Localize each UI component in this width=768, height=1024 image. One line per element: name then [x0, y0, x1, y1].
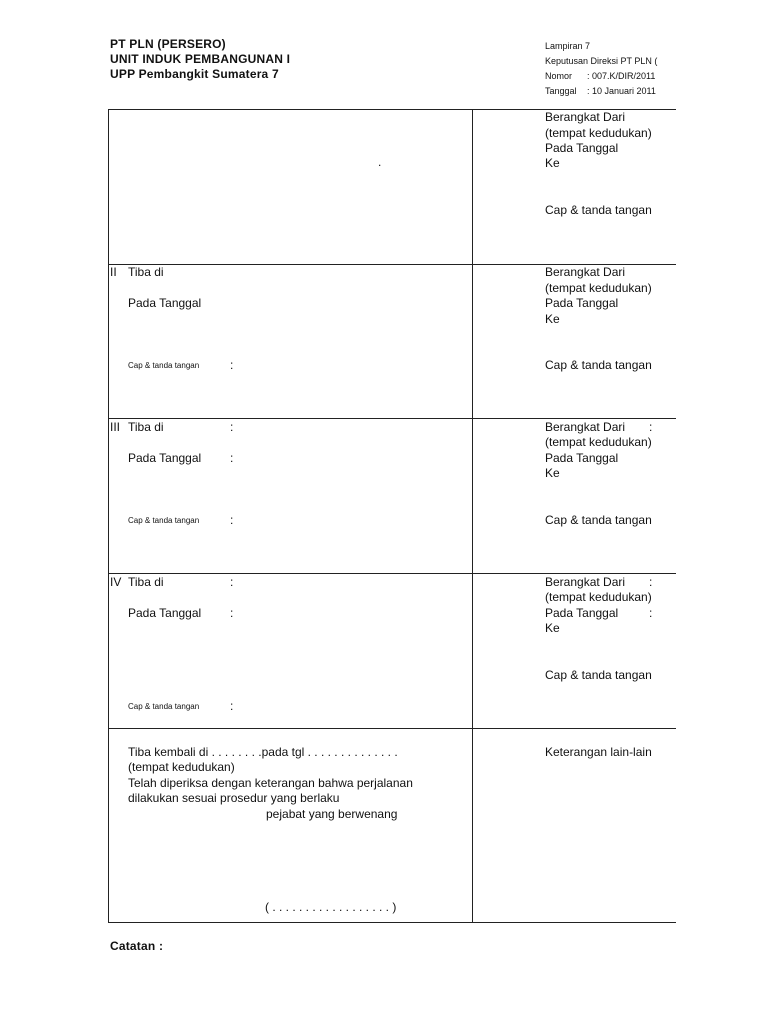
s4-tiba-label: Tiba di	[128, 575, 164, 589]
s3-ke-label: Ke	[545, 466, 560, 480]
s2-ke-label: Ke	[545, 312, 560, 326]
s4-right-pada-tanggal-label: Pada Tanggal	[545, 606, 619, 620]
s4-ke-label: Ke	[545, 621, 560, 635]
s2-roman: II	[110, 265, 117, 279]
s3-tempat-label: (tempat kedudukan)	[545, 435, 652, 449]
s2-right-cap-label: Cap & tanda tangan	[545, 358, 652, 372]
s3-right-pada-tanggal-label: Pada Tanggal	[545, 451, 619, 465]
s3-berangkat-label: Berangkat Dari	[545, 420, 626, 434]
s4-roman: IV	[110, 575, 122, 589]
section1-dot: .	[378, 155, 382, 169]
s1-ke-label: Ke	[545, 156, 560, 170]
s4-pada-colon: :	[230, 606, 234, 620]
s1-pada-tanggal-label: Pada Tanggal	[545, 141, 619, 155]
s2-right-pada-tanggal-label: Pada Tanggal	[545, 296, 619, 310]
row-divider-2	[108, 418, 676, 419]
nomor-value: : 007.K/DIR/2011	[587, 71, 656, 81]
s3-tiba-colon: :	[230, 420, 234, 434]
dilakukan-text: dilakukan sesuai prosedur yang berlaku	[128, 791, 340, 805]
catatan-label: Catatan :	[110, 939, 164, 953]
tiba-kembali-line: Tiba kembali di . . . . . . . .pada tgl . . . . . . . . . . . . . .	[128, 745, 398, 759]
s3-pada-tanggal-label: Pada Tanggal	[128, 451, 202, 465]
nomor-label: Nomor	[545, 71, 573, 81]
s1-cap-label: Cap & tanda tangan	[545, 203, 652, 217]
upp-name: UPP Pembangkit Sumatera 7	[110, 67, 279, 81]
s3-pada-colon: :	[230, 451, 234, 465]
s4-cap-colon: :	[230, 699, 234, 713]
row-divider-3	[108, 573, 676, 574]
s5-tempat-label: (tempat kedudukan)	[128, 760, 235, 774]
tanggal-label: Tanggal	[545, 86, 577, 96]
company-name: PT PLN (PERSERO)	[110, 37, 226, 51]
table-left-border	[108, 109, 109, 923]
s3-tiba-label: Tiba di	[128, 420, 164, 434]
s4-right-pada-colon: :	[649, 606, 653, 620]
signature-placeholder: ( . . . . . . . . . . . . . . . . . . )	[265, 900, 397, 914]
s2-cap-colon: :	[230, 358, 234, 372]
lampiran-label: Lampiran 7	[545, 41, 591, 51]
s3-right-cap-label: Cap & tanda tangan	[545, 513, 652, 527]
keterangan-label: Keterangan lain-lain	[545, 745, 652, 759]
s4-tiba-colon: :	[230, 575, 234, 589]
s2-tempat-label: (tempat kedudukan)	[545, 281, 652, 295]
s3-roman: III	[110, 420, 121, 434]
s4-berangkat-label: Berangkat Dari	[545, 575, 626, 589]
s1-berangkat-label: Berangkat Dari	[545, 110, 626, 124]
pejabat-label: pejabat yang berwenang	[266, 807, 398, 821]
s2-berangkat-label: Berangkat Dari	[545, 265, 626, 279]
s1-tempat-label: (tempat kedudukan)	[545, 126, 652, 140]
tanggal-value: : 10 Januari 2011	[587, 86, 656, 96]
unit-name: UNIT INDUK PEMBANGUNAN I	[110, 52, 291, 66]
s4-right-cap-label: Cap & tanda tangan	[545, 668, 652, 682]
s2-cap-label: Cap & tanda tangan	[128, 361, 200, 370]
s3-cap-colon: :	[230, 513, 234, 527]
keputusan-label: Keputusan Direksi PT PLN (	[545, 56, 658, 66]
s2-pada-tanggal-label: Pada Tanggal	[128, 296, 202, 310]
s4-pada-tanggal-label: Pada Tanggal	[128, 606, 202, 620]
table-bottom-border	[108, 922, 676, 923]
s4-tempat-label: (tempat kedudukan)	[545, 590, 652, 604]
s4-cap-label: Cap & tanda tangan	[128, 702, 200, 711]
s3-cap-label: Cap & tanda tangan	[128, 516, 200, 525]
s3-berangkat-colon: :	[649, 420, 653, 434]
table-middle-border	[472, 109, 473, 923]
telah-diperiksa-text: Telah diperiksa dengan keterangan bahwa perjalanan	[128, 776, 413, 790]
row-divider-4	[108, 728, 676, 729]
s2-tiba-label: Tiba di	[128, 265, 164, 279]
s4-berangkat-colon: :	[649, 575, 653, 589]
